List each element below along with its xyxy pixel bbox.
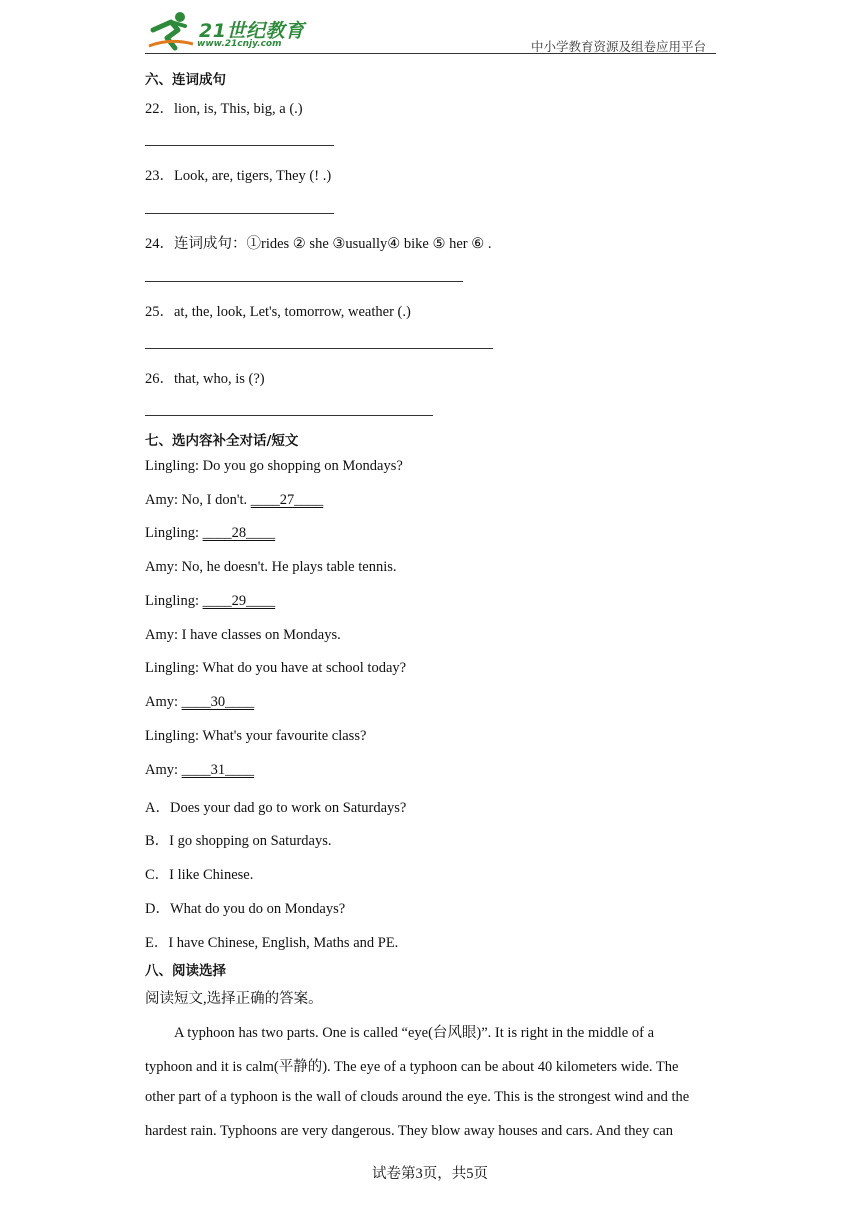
header-divider	[145, 53, 716, 54]
answer-line-24[interactable]	[145, 281, 463, 282]
dialogue-line: Lingling: What's your favourite class?	[145, 728, 367, 744]
section-6-title: 六、连词成句	[145, 72, 226, 88]
question-25: 25．at, the, look, Let's, tomorrow, weather (.)	[145, 304, 411, 320]
question-26: 26．that, who, is (?)	[145, 371, 265, 387]
logo-title: 21世纪教育	[199, 20, 305, 42]
blank-27[interactable]: ____27____	[250, 492, 324, 508]
blank-28[interactable]: ____28____	[202, 525, 276, 541]
dialogue-line: Lingling: ____29____	[145, 593, 276, 609]
section-7-title: 七、选内容补全对话/短文	[145, 433, 299, 449]
paragraph-line: typhoon and it is calm(平静的). The eye of a typhoon can be about 40 kilometers wide. The	[145, 1059, 679, 1075]
option-c[interactable]: C．I like Chinese.	[145, 867, 254, 883]
answer-line-25[interactable]	[145, 348, 493, 349]
reading-instruction: 阅读短文,选择正确的答案。	[145, 991, 323, 1007]
dialogue-line: Amy: ____31____	[145, 762, 255, 778]
option-e[interactable]: E．I have Chinese, English, Maths and PE.	[145, 935, 399, 951]
question-22: 22．lion, is, This, big, a (.)	[145, 101, 303, 117]
question-23: 23．Look, are, tigers, They (! .)	[145, 168, 332, 184]
answer-line-23[interactable]	[145, 213, 334, 214]
dialogue-line: Amy: No, I don't. ____27____	[145, 492, 324, 508]
question-24: 24．连词成句：①rides ② she ③usually④ bike ⑤ her ⑥ .	[145, 236, 492, 252]
blank-29[interactable]: ____29____	[202, 593, 276, 609]
option-b[interactable]: B．I go shopping on Saturdays.	[145, 833, 332, 849]
section-8-title: 八、阅读选择	[145, 963, 226, 979]
option-a[interactable]: A．Does your dad go to work on Saturdays?	[145, 800, 407, 816]
blank-30[interactable]: ____30____	[181, 694, 255, 710]
paragraph-line: hardest rain. Typhoons are very dangerous. They blow away houses and cars. And they can	[145, 1123, 673, 1139]
paragraph-line: A typhoon has two parts. One is called “eye(台风眼)”. It is right in the middle of a	[174, 1025, 655, 1041]
dialogue-line: Lingling: Do you go shopping on Mondays?	[145, 458, 403, 474]
answer-line-26[interactable]	[145, 415, 433, 416]
runner-logo-icon	[145, 8, 195, 52]
page-footer: 试卷第3页，共5页	[372, 1166, 488, 1182]
dialogue-line: Lingling: What do you have at school today?	[145, 660, 407, 676]
platform-title: 中小学教育资源及组卷应用平台	[530, 39, 706, 54]
dialogue-line: Amy: No, he doesn't. He plays table tennis.	[145, 559, 397, 575]
logo-url: www.21cnjy.com	[197, 39, 282, 49]
dialogue-line: Lingling: ____28____	[145, 525, 276, 541]
paragraph-line: other part of a typhoon is the wall of clouds around the eye. This is the strongest wind and the	[145, 1089, 690, 1105]
option-d[interactable]: D．What do you do on Mondays?	[145, 901, 346, 917]
dialogue-line: Amy: ____30____	[145, 694, 255, 710]
answer-line-22[interactable]	[145, 145, 334, 146]
dialogue-line: Amy: I have classes on Mondays.	[145, 627, 341, 643]
site-logo	[145, 8, 310, 52]
blank-31[interactable]: ____31____	[181, 762, 255, 778]
